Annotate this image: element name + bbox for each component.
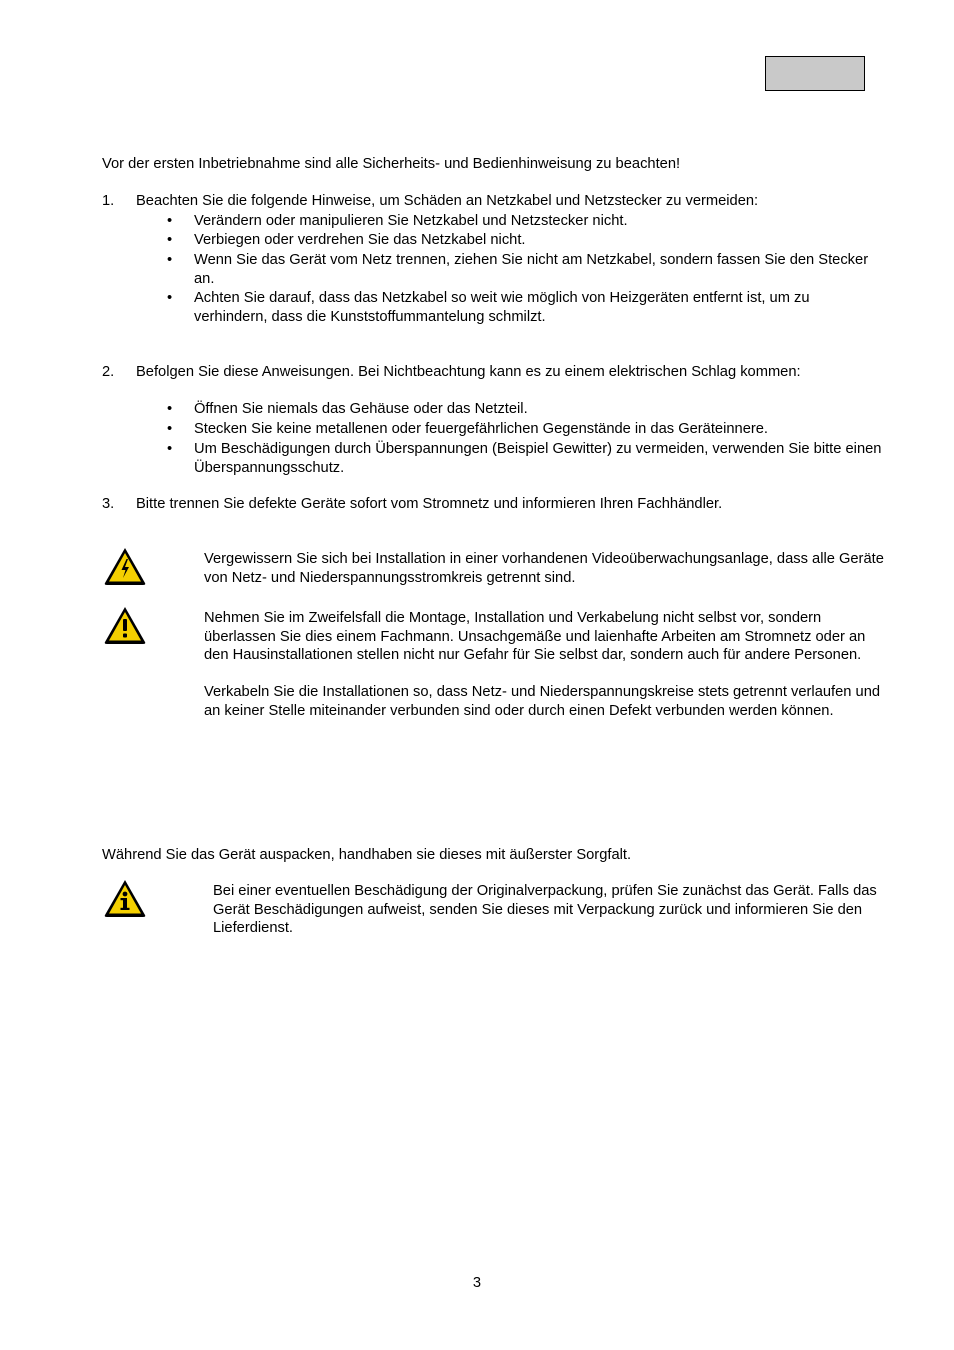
item-2-text: Befolgen Sie diese Anweisungen. Bei Nichtbeachtung kann es zu einem elektrischen Schlag kommen: xyxy=(136,364,801,380)
list-item: Um Beschädigungen durch Überspannungen (Beispiel Gewitter) zu vermeiden, verwenden Sie bitte einen Überspannungsschutz. xyxy=(194,441,882,476)
bullet-marker: • xyxy=(167,213,173,229)
bullet-marker: • xyxy=(167,401,173,417)
caution-warning-icon xyxy=(103,605,147,645)
item-3-text: Bitte trennen Sie defekte Geräte sofort vom Stromnetz und informieren Ihren Fachhändler. xyxy=(136,496,723,512)
bullet-marker: • xyxy=(167,441,173,457)
electric-warning-text: Vergewissern Sie sich bei Installation in einer vorhandenen Videoüberwachungsanlage, dass alle Geräte von Netz- und Niederspannungsstromkreis getrennt sind. xyxy=(204,551,884,586)
item-2-number: 2. xyxy=(102,364,115,380)
bullet-marker: • xyxy=(167,290,173,306)
list-item: Wenn Sie das Gerät vom Netz trennen, ziehen Sie nicht am Netzkabel, sondern fassen Sie den Stecker an. xyxy=(194,252,869,287)
intro-text: Vor der ersten Inbetriebnahme sind alle Sicherheits- und Bedienhinweisung zu beachten! xyxy=(102,156,681,172)
language-tab-box xyxy=(765,56,865,91)
item-1-number: 1. xyxy=(102,193,115,209)
item-3-number: 3. xyxy=(102,496,115,512)
unpack-text: Während Sie das Gerät auspacken, handhaben sie dieses mit äußerster Sorgfalt. xyxy=(102,847,632,863)
info-warning-icon xyxy=(103,878,147,918)
bullet-marker: • xyxy=(167,252,173,268)
caution-warning-text-2: Verkabeln Sie die Installationen so, dass Netz- und Niederspannungskreise stets getrennt verlaufen und an keiner Stelle miteinander verbunden sind oder durch einen Defekt verbunden werden können. xyxy=(204,684,881,719)
bullet-marker: • xyxy=(167,421,173,437)
info-text: Bei einer eventuellen Beschädigung der Originalverpackung, prüfen Sie zunächst das Gerät. Falls das Gerät Beschädigungen aufweist, senden Sie dieses mit Verpackung zurück und informieren Sie den Lieferdienst. xyxy=(213,883,877,936)
list-item: Achten Sie darauf, dass das Netzkabel so weit wie möglich von Heizgeräten entfernt ist, um zu verhindern, dass die Kunststoffummantelung schmilzt. xyxy=(194,290,810,325)
list-item: Öffnen Sie niemals das Gehäuse oder das Netzteil. xyxy=(194,401,528,417)
caution-warning-text: Nehmen Sie im Zweifelsfall die Montage, Installation und Verkabelung nicht selbst vor, sondern überlassen Sie dies einem Fachmann. Unsachgemäße und laienhafte Arbeiten am Stromnetz oder an den Hausinstallationen stellen nicht nur Gefahr für Sie selbst dar, sondern auch für andere Personen. xyxy=(204,610,866,663)
list-item: Verbiegen oder verdrehen Sie das Netzkabel nicht. xyxy=(194,232,526,248)
electric-warning-icon xyxy=(103,546,147,586)
list-item: Stecken Sie keine metallenen oder feuergefährlichen Gegenstände in das Geräteinnere. xyxy=(194,421,769,437)
bullet-marker: • xyxy=(167,232,173,248)
item-1-text: Beachten Sie die folgende Hinweise, um Schäden an Netzkabel und Netzstecker zu vermeiden: xyxy=(136,193,759,209)
list-item: Verändern oder manipulieren Sie Netzkabel und Netzstecker nicht. xyxy=(194,213,628,229)
page-number: 3 xyxy=(472,1275,482,1291)
